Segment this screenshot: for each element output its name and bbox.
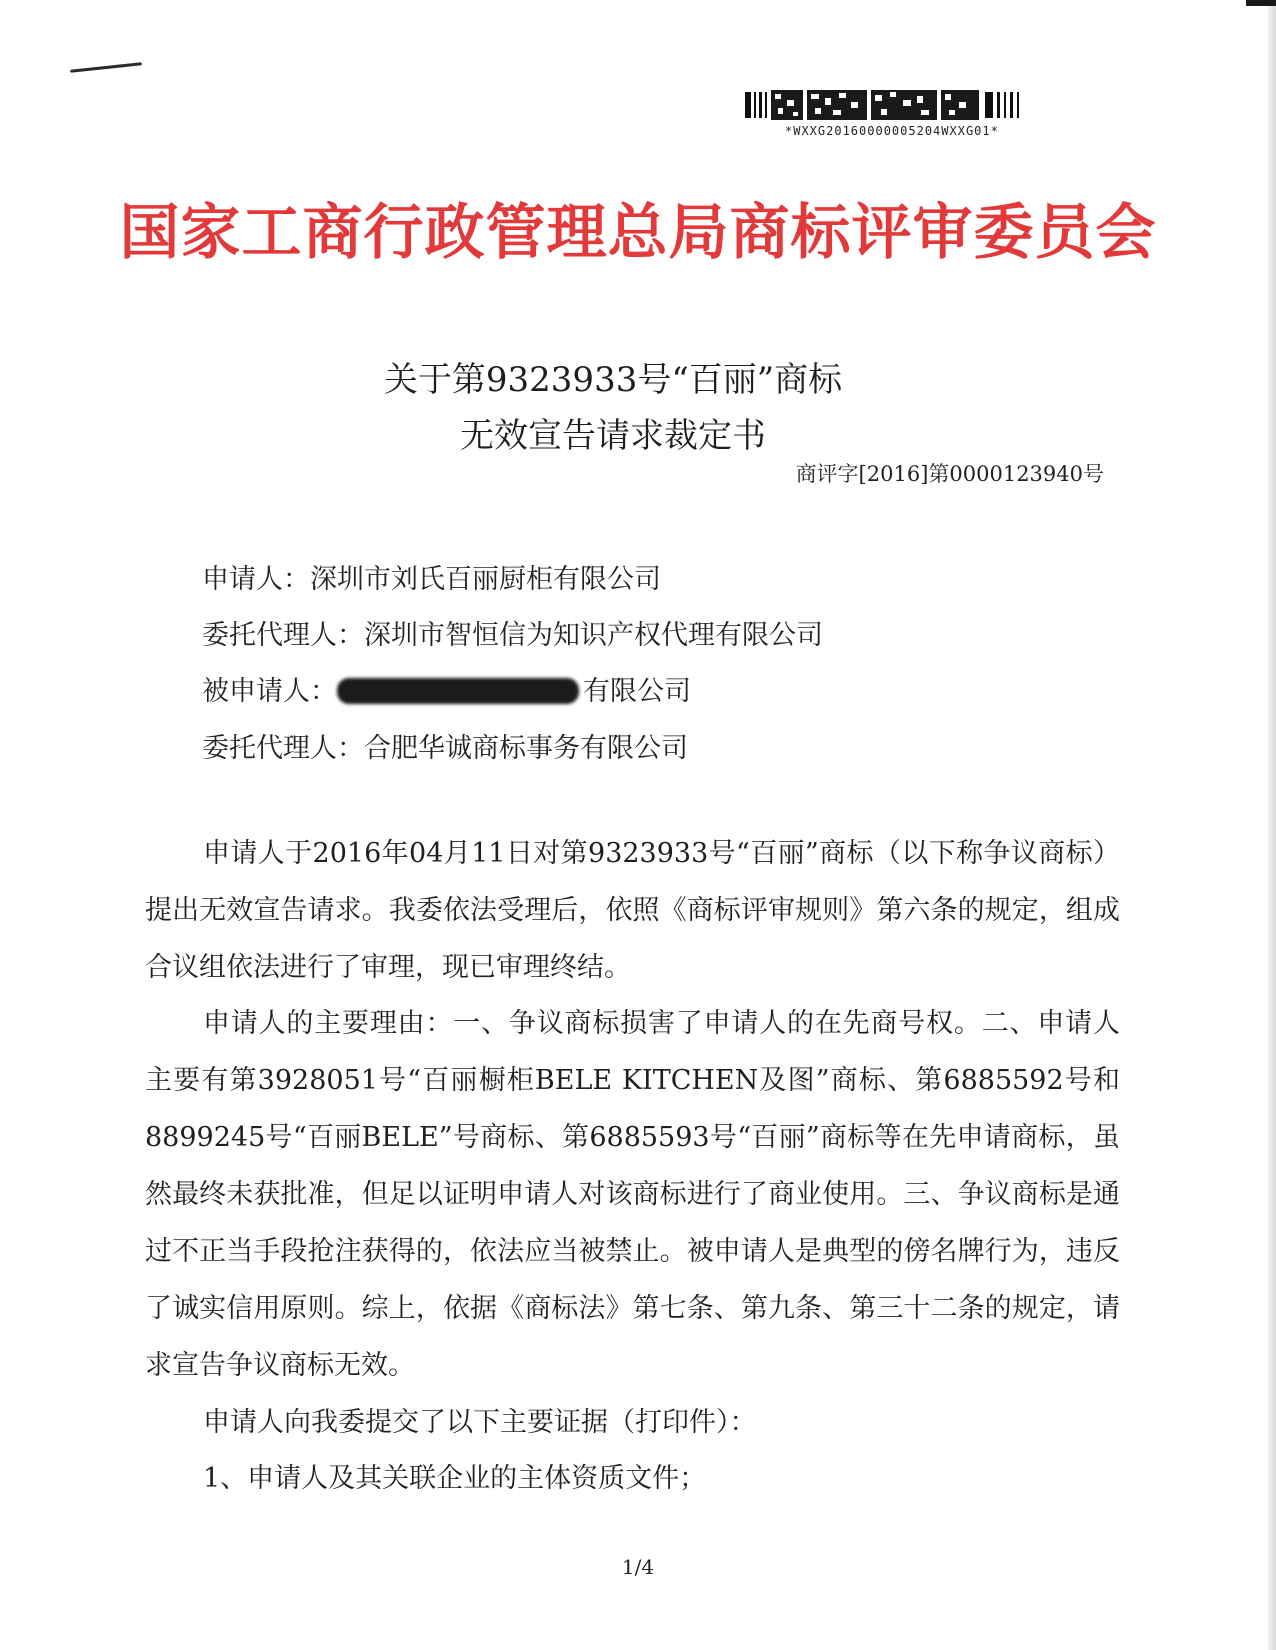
barcode-code-text: *WXXG20160000005204WXXG01*	[785, 124, 999, 138]
barcode-block	[745, 88, 1065, 138]
party-respondent	[202, 669, 691, 708]
party-respondent-label: 被申请人：	[202, 676, 337, 707]
document-number: 商评字[2016]第0000123940号	[795, 462, 1104, 486]
document-title-line2: 无效宣告请求裁定书	[460, 416, 766, 456]
page-number: 1/4	[621, 1555, 655, 1579]
pen-mark	[70, 62, 142, 73]
document-title-line1: 关于第9323933号“百丽”商标	[383, 360, 843, 400]
organization-header: 国家工商行政管理总局商标评审委员会	[119, 198, 1157, 268]
party-applicant: 申请人：深圳市刘氏百丽厨柜有限公司	[202, 564, 661, 595]
body-paragraph-3: 申请人向我委提交了以下主要证据（打印件）：	[203, 1407, 757, 1438]
party-respondent-name: 有限公司	[583, 676, 691, 707]
party-applicant-agent: 委托代理人：深圳市智恒信为知识产权代理有限公司	[202, 620, 823, 651]
evidence-item-1: 1、申请人及其关联企业的主体资质文件；	[203, 1463, 707, 1494]
party-respondent-agent: 委托代理人：合肥华诚商标事务有限公司	[202, 733, 688, 764]
scan-corner-mark	[1246, 0, 1276, 6]
body-paragraph-1: 申请人于2016年04月11日对第9323933号“百丽”商标（以下称争议商标）提出无效宣告请求。我委依法受理后，依照《商标评审规则》第六条的规定，组成合议组依法进行了审理，现已审理终结。	[145, 838, 1120, 983]
redaction-mark	[337, 678, 579, 704]
barcode-icon	[745, 88, 1055, 122]
body-paragraph-2: 申请人的主要理由：一、争议商标损害了申请人的在先商号权。二、申请人主要有第3928051号“百丽橱柜BELE KITCHEN及图”商标、第6885592号和8899245号“百丽BELE”号商标、第6885593号“百丽”商标等在先申请商标，虽然最终未获批准，但足以证明申请人对该商标进行了商业使用。三、争议商标是通过不正当手段抢注获得的，依法应当被禁止。被申请人是典型的傍名牌行为，违反了诚实信用原则。综上，依据《商标法》第七条、第九条、第三十二条的规定，请求宣告争议商标无效。	[145, 1008, 1120, 1381]
